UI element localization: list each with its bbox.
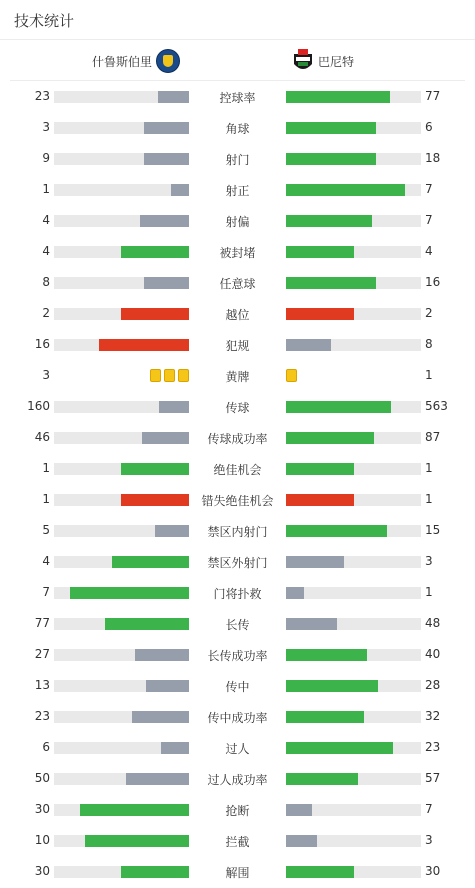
home-yellow-cards <box>150 369 189 382</box>
home-value: 77 <box>34 616 50 630</box>
home-bar <box>121 246 189 258</box>
away-bar-track <box>286 742 421 754</box>
stat-label: 传球成功率 <box>207 432 268 446</box>
home-bar <box>105 618 189 630</box>
home-bar <box>140 215 189 227</box>
stat-row <box>0 546 475 577</box>
stat-row <box>0 236 475 267</box>
stat-row <box>0 143 475 174</box>
stat-row <box>0 608 475 639</box>
home-value: 160 <box>27 399 50 413</box>
home-bar-track <box>54 153 189 165</box>
away-bar-track <box>286 525 421 537</box>
stat-label: 抢断 <box>225 804 250 818</box>
away-bar-track <box>286 432 421 444</box>
stat-row <box>0 701 475 732</box>
away-bar-track <box>286 618 421 630</box>
stat-label: 长传成功率 <box>207 649 268 663</box>
stat-row <box>0 329 475 360</box>
home-bar-track <box>54 463 189 475</box>
yellow-card-icon <box>150 369 161 382</box>
home-bar <box>144 277 189 289</box>
away-bar <box>286 587 304 599</box>
away-bar-track <box>286 773 421 785</box>
away-value: 57 <box>425 771 441 785</box>
home-bar-track <box>54 835 189 847</box>
away-value: 15 <box>425 523 441 537</box>
home-value: 10 <box>34 833 50 847</box>
away-bar <box>286 680 378 692</box>
home-bar-track <box>54 649 189 661</box>
stat-row <box>0 391 475 422</box>
away-bar <box>286 835 317 847</box>
away-bar <box>286 246 354 258</box>
away-bar-track <box>286 649 421 661</box>
away-value: 4 <box>425 244 433 258</box>
away-bar-track <box>286 246 421 258</box>
home-bar-track <box>54 711 189 723</box>
away-value: 32 <box>425 709 441 723</box>
stat-row <box>0 205 475 236</box>
home-value: 1 <box>42 492 50 506</box>
away-bar-track <box>286 401 421 413</box>
away-value: 563 <box>425 399 448 413</box>
away-bar-track <box>286 308 421 320</box>
away-bar <box>286 494 354 506</box>
stat-row <box>0 732 475 763</box>
stat-label: 角球 <box>225 122 250 136</box>
page-title: 技术统计 <box>14 12 75 30</box>
yellow-card-icon <box>178 369 189 382</box>
away-value: 30 <box>425 864 441 878</box>
barnet-crest-icon <box>292 48 314 74</box>
home-value: 23 <box>34 89 50 103</box>
stat-label: 绝佳机会 <box>213 463 262 477</box>
home-value: 3 <box>42 368 50 382</box>
away-value: 6 <box>425 120 433 134</box>
stat-row <box>0 112 475 143</box>
home-bar <box>146 680 189 692</box>
stat-label: 过人 <box>225 742 250 756</box>
away-bar <box>286 742 393 754</box>
home-value: 13 <box>34 678 50 692</box>
home-bar-track <box>54 680 189 692</box>
away-bar <box>286 525 387 537</box>
home-bar-track <box>54 587 189 599</box>
stat-row <box>0 360 475 391</box>
stat-row <box>0 453 475 484</box>
stat-label: 射偏 <box>225 215 250 229</box>
away-bar-track <box>286 184 421 196</box>
home-bar <box>171 184 189 196</box>
away-value: 18 <box>425 151 441 165</box>
home-value: 27 <box>34 647 50 661</box>
home-bar-track <box>54 122 189 134</box>
home-bar <box>161 742 189 754</box>
away-bar-track <box>286 91 421 103</box>
stat-label: 黄牌 <box>225 370 250 384</box>
away-bar <box>286 432 374 444</box>
stat-label: 被封堵 <box>219 246 256 260</box>
away-bar <box>286 556 344 568</box>
home-bar <box>85 835 189 847</box>
home-value: 6 <box>42 740 50 754</box>
away-value: 3 <box>425 833 433 847</box>
home-bar <box>80 804 189 816</box>
stat-row <box>0 298 475 329</box>
away-bar <box>286 463 354 475</box>
stat-row <box>0 81 475 112</box>
away-bar-track <box>286 866 421 878</box>
away-bar-track <box>286 556 421 568</box>
home-bar-track <box>54 184 189 196</box>
home-bar <box>142 432 189 444</box>
home-value: 7 <box>42 585 50 599</box>
away-bar <box>286 401 391 413</box>
home-value: 46 <box>34 430 50 444</box>
page-header <box>0 0 475 40</box>
away-bar-track <box>286 494 421 506</box>
home-value: 2 <box>42 306 50 320</box>
home-bar <box>144 122 189 134</box>
home-bar-track <box>54 525 189 537</box>
home-bar-track <box>54 804 189 816</box>
stat-label: 传球 <box>225 401 250 415</box>
stat-label: 禁区外射门 <box>207 556 268 570</box>
away-value: 1 <box>425 461 433 475</box>
home-bar-track <box>54 556 189 568</box>
stat-label: 长传 <box>225 618 250 632</box>
away-value: 3 <box>425 554 433 568</box>
stat-label: 传中 <box>225 680 250 694</box>
home-bar-track <box>54 277 189 289</box>
away-bar-track <box>286 122 421 134</box>
away-value: 28 <box>425 678 441 692</box>
home-bar <box>135 649 189 661</box>
away-value: 48 <box>425 616 441 630</box>
home-bar-track <box>54 308 189 320</box>
home-value: 1 <box>42 461 50 475</box>
home-bar-track <box>54 91 189 103</box>
stat-label: 解围 <box>225 866 250 880</box>
away-value: 16 <box>425 275 441 289</box>
home-bar <box>121 308 189 320</box>
home-value: 1 <box>42 182 50 196</box>
away-value: 1 <box>425 368 433 382</box>
home-value: 4 <box>42 213 50 227</box>
stat-row <box>0 825 475 856</box>
home-bar-track <box>54 773 189 785</box>
away-value: 8 <box>425 337 433 351</box>
home-bar-track <box>54 246 189 258</box>
stat-row <box>0 422 475 453</box>
stat-row <box>0 639 475 670</box>
away-value: 87 <box>425 430 441 444</box>
away-bar <box>286 91 390 103</box>
away-bar <box>286 649 367 661</box>
home-value: 4 <box>42 244 50 258</box>
away-value: 23 <box>425 740 441 754</box>
home-bar <box>99 339 189 351</box>
away-bar-track <box>286 835 421 847</box>
away-bar <box>286 866 354 878</box>
stat-row <box>0 856 475 887</box>
yellow-card-icon <box>164 369 175 382</box>
away-bar <box>286 215 372 227</box>
away-bar-track <box>286 711 421 723</box>
home-bar <box>126 773 189 785</box>
away-bar <box>286 122 376 134</box>
stat-label: 犯规 <box>225 339 250 353</box>
stat-label: 射正 <box>225 184 250 198</box>
home-bar-track <box>54 432 189 444</box>
away-bar <box>286 184 405 196</box>
away-bar-track <box>286 463 421 475</box>
stat-label: 传中成功率 <box>207 711 268 725</box>
home-bar <box>121 463 189 475</box>
away-value: 7 <box>425 802 433 816</box>
stat-label: 门将扑救 <box>213 587 262 601</box>
stat-label: 禁区内射门 <box>207 525 268 539</box>
home-bar <box>155 525 189 537</box>
stat-label: 任意球 <box>219 277 256 291</box>
home-value: 16 <box>34 337 50 351</box>
home-bar <box>70 587 189 599</box>
home-value: 3 <box>42 120 50 134</box>
stat-label: 射门 <box>225 153 250 167</box>
stat-row <box>0 577 475 608</box>
stat-row <box>0 794 475 825</box>
away-value: 2 <box>425 306 433 320</box>
away-bar <box>286 153 376 165</box>
home-value: 23 <box>34 709 50 723</box>
home-bar-track <box>54 742 189 754</box>
home-bar-track <box>54 339 189 351</box>
away-bar-track <box>286 339 421 351</box>
away-value: 7 <box>425 182 433 196</box>
home-bar <box>132 711 189 723</box>
away-bar-track <box>286 804 421 816</box>
home-bar <box>144 153 189 165</box>
away-bar-track <box>286 153 421 165</box>
away-value: 77 <box>425 89 441 103</box>
home-value: 30 <box>34 802 50 816</box>
home-value: 50 <box>34 771 50 785</box>
away-bar <box>286 773 358 785</box>
away-bar <box>286 339 331 351</box>
teams-header <box>10 41 465 81</box>
stat-row <box>0 670 475 701</box>
away-team-name: 巴尼特 <box>318 54 355 69</box>
home-value: 30 <box>34 864 50 878</box>
home-bar <box>112 556 189 568</box>
stat-row <box>0 174 475 205</box>
home-bar-track <box>54 618 189 630</box>
home-bar <box>158 91 189 103</box>
stat-label: 控球率 <box>219 91 256 105</box>
stat-row <box>0 267 475 298</box>
away-bar <box>286 277 376 289</box>
away-bar <box>286 618 337 630</box>
stat-label: 越位 <box>225 308 250 322</box>
home-bar-track <box>54 215 189 227</box>
home-bar <box>121 494 189 506</box>
home-value: 9 <box>42 151 50 165</box>
away-bar <box>286 804 312 816</box>
away-bar <box>286 711 364 723</box>
stat-row <box>0 515 475 546</box>
home-value: 5 <box>42 523 50 537</box>
away-value: 40 <box>425 647 441 661</box>
away-yellow-cards <box>286 369 297 382</box>
home-bar-track <box>54 866 189 878</box>
away-value: 7 <box>425 213 433 227</box>
home-bar-track <box>54 401 189 413</box>
home-team-name: 什鲁斯伯里 <box>91 54 152 69</box>
away-value: 1 <box>425 585 433 599</box>
away-bar-track <box>286 277 421 289</box>
stat-label: 过人成功率 <box>207 773 268 787</box>
away-team[interactable] <box>292 48 354 74</box>
stat-row <box>0 763 475 794</box>
stat-row <box>0 484 475 515</box>
home-value: 8 <box>42 275 50 289</box>
away-bar-track <box>286 680 421 692</box>
shrewsbury-crest-icon <box>156 49 180 73</box>
yellow-card-icon <box>286 369 297 382</box>
away-value: 1 <box>425 492 433 506</box>
away-bar <box>286 308 354 320</box>
stat-label: 错失绝佳机会 <box>201 494 274 508</box>
home-team[interactable] <box>92 49 180 73</box>
home-bar-track <box>54 494 189 506</box>
home-bar <box>121 866 189 878</box>
away-bar-track <box>286 215 421 227</box>
home-bar <box>159 401 189 413</box>
away-bar-track <box>286 587 421 599</box>
stat-label: 拦截 <box>225 835 250 849</box>
home-value: 4 <box>42 554 50 568</box>
